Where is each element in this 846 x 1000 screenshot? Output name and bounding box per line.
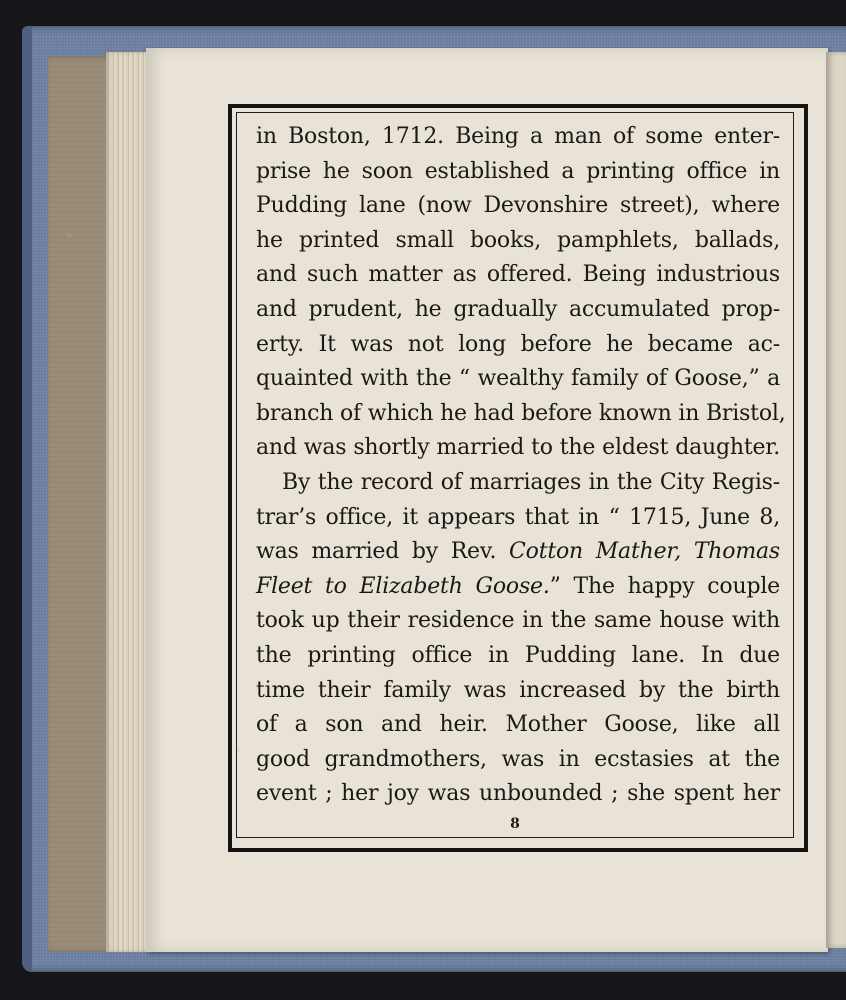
italic-text-span: Fleet to Elizabeth Goose. [256, 573, 550, 599]
text-span: was married by Rev. [256, 539, 510, 565]
text-line: quainted with the “ wealthy family of Goose,” a [256, 366, 780, 392]
text-line: and such matter as offered. Being industrious [256, 262, 780, 288]
text-line: branch of which he had before known in Bristol, [256, 400, 786, 426]
text-line: By the record of marriages in the City Regis- [282, 469, 780, 495]
text-line: in Boston, 1712. Being a man of some enter- [256, 124, 780, 149]
text-line: Pudding lane (now Devonshire street), where [256, 193, 780, 219]
text-line: trar’s office, it appears that in “ 1715, June 8, [256, 504, 780, 530]
text-line: of a son and heir. Mother Goose, like all [256, 712, 780, 738]
next-page-edge [826, 52, 846, 948]
page-edges [106, 52, 150, 952]
text-line [256, 570, 780, 605]
text-line: and was shortly married to the eldest daughter. [256, 435, 780, 461]
text-line: he printed small books, pamphlets, ballads, [256, 227, 780, 253]
text-span: ” The happy couple [549, 573, 780, 599]
body-text [256, 120, 786, 812]
text-line: event ; her joy was unbounded ; she spent her [256, 781, 780, 807]
italic-text-span: Cotton Mather, Thomas [509, 539, 780, 565]
text-line: prise he soon established a printing office in [256, 158, 780, 184]
text-line: took up their residence in the same house with [256, 608, 780, 634]
text-line: time their family was increased by the birth [256, 677, 780, 703]
text-line: erty. It was not long before he became ac- [256, 331, 780, 357]
text-line: the printing office in Pudding lane. In due [256, 642, 780, 668]
text-line: good grandmothers, was in ecstasies at the [256, 746, 780, 772]
text-line: and prudent, he gradually accumulated prop- [256, 296, 780, 322]
page-number: 8 [510, 816, 520, 832]
cover-spine-edge [22, 26, 32, 972]
text-line [256, 535, 780, 570]
